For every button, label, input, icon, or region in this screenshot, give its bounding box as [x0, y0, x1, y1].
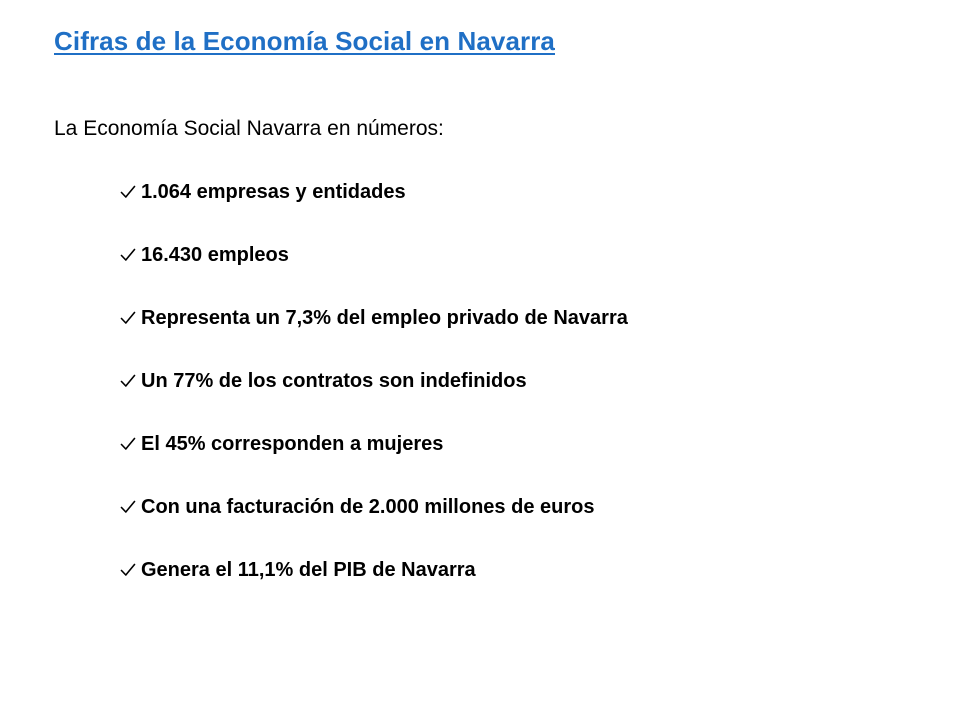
list-item-text: Un 77% de los contratos son indefinidos: [141, 370, 527, 392]
slide-title[interactable]: Cifras de la Economía Social en Navarra: [54, 26, 555, 56]
checkmark-icon: [120, 431, 141, 457]
checkmark-icon: [120, 494, 141, 520]
list-item: [120, 431, 628, 494]
figures-list: [120, 179, 628, 620]
list-item-text: 1.064 empresas y entidades: [141, 181, 406, 203]
list-item-text: Genera el 11,1% del PIB de Navarra: [141, 559, 476, 581]
list-item: [120, 557, 628, 620]
list-item: [120, 494, 628, 557]
list-item: [120, 368, 628, 431]
list-item-text: 16.430 empleos: [141, 244, 289, 266]
list-item: [120, 305, 628, 368]
list-item-text: Con una facturación de 2.000 millones de euros: [141, 496, 595, 518]
list-item-text: El 45% corresponden a mujeres: [141, 433, 444, 455]
list-item: [120, 242, 628, 305]
intro-text: La Economía Social Navarra en números:: [54, 117, 444, 140]
list-item: [120, 179, 628, 242]
list-item-text: Representa un 7,3% del empleo privado de Navarra: [141, 307, 628, 329]
checkmark-icon: [120, 179, 141, 205]
checkmark-icon: [120, 305, 141, 331]
checkmark-icon: [120, 557, 141, 583]
checkmark-icon: [120, 242, 141, 268]
checkmark-icon: [120, 368, 141, 394]
